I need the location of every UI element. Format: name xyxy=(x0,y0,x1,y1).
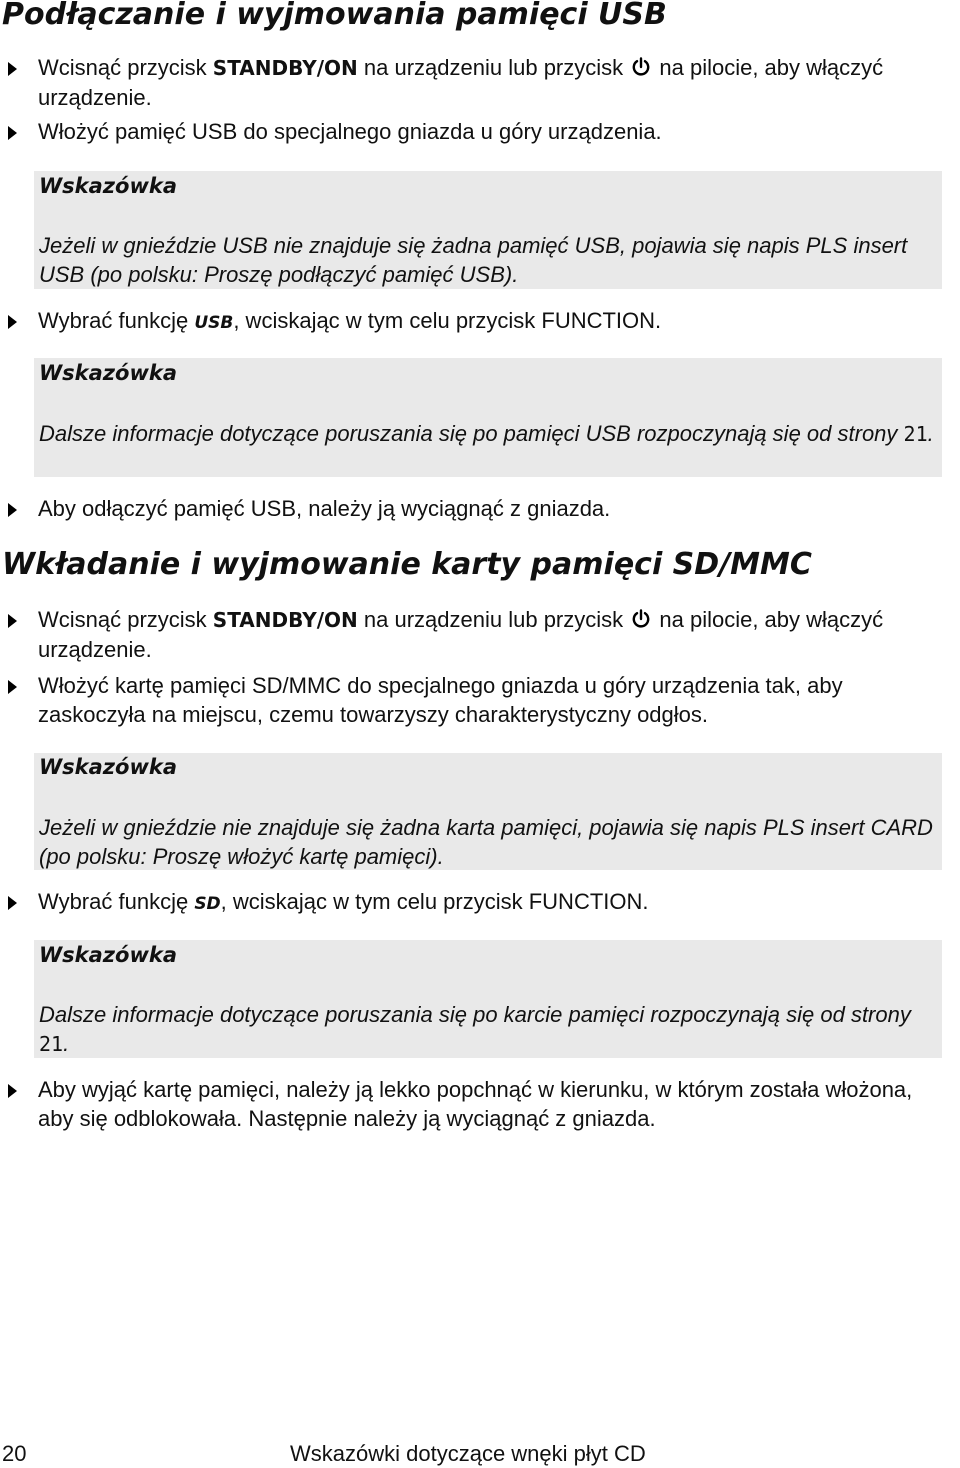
triangle-bullet-icon xyxy=(8,680,17,694)
tip-text: Jeżeli w gnieździe USB nie znajduje się żadna pamięć USB, pojawia się napis PLS insert USB (po polsku: Proszę podłączyć pamięć USB). xyxy=(39,233,908,287)
footer-chapter-title: Wskazówki dotyczące wnęki płyt CD xyxy=(290,1441,646,1466)
list-item-sd-insert xyxy=(8,671,948,729)
tip-box-sd-more-info xyxy=(34,940,942,1058)
section-title-sd-mmc: Wkładanie i wyjmowanie karty pamięci SD/MMC xyxy=(2,547,812,582)
list-item-usb-select-function xyxy=(8,306,948,338)
page-reference: 21 xyxy=(903,422,928,446)
triangle-bullet-icon xyxy=(8,315,17,329)
tip-text: Jeżeli w gnieździe nie znajduje się żadna karta pamięci, pojawia się napis PLS insert CARD (po polsku: Proszę włożyć kartę pamięci). xyxy=(39,815,933,869)
page-reference: 21 xyxy=(39,1032,64,1056)
list-item-text: Aby wyjąć kartę pamięci, należy ją lekko popchnąć w kierunku, w którym została włożona, aby się odblokowała. Następnie należy ją wyciągnąć z gniazda. xyxy=(38,1077,913,1131)
tip-text: Dalsze informacje dotyczące poruszania się po pamięci USB rozpoczynają się od strony 21. xyxy=(39,421,934,446)
triangle-bullet-icon xyxy=(8,126,17,140)
list-item-text: Włożyć pamięć USB do specjalnego gniazda u góry urządzenia. xyxy=(38,119,662,144)
list-item-text: Wcisnąć przycisk STANDBY/ON na urządzeniu lub przycisk na pilocie, aby włączyć urządzenie. xyxy=(38,607,884,662)
list-item-sd-remove xyxy=(8,1075,948,1133)
list-item-text: Wcisnąć przycisk STANDBY/ON na urządzeniu lub przycisk na pilocie, aby włączyć urządzenie. xyxy=(38,55,884,110)
tip-text: Dalsze informacje dotyczące poruszania się po karcie pamięci rozpoczynają się od strony 21. xyxy=(39,1002,911,1056)
list-item-text: Włożyć kartę pamięci SD/MMC do specjalnego gniazda u góry urządzenia tak, aby zaskoczyła na miejscu, czemu towarzyszy charakterystyczny odgłos. xyxy=(38,673,843,727)
power-icon xyxy=(631,609,651,629)
tip-box-usb-more-info xyxy=(34,358,942,477)
standby-button-label: STANDBY/ON xyxy=(212,56,358,80)
list-item-text: Wybrać funkcję SD, wciskając w tym celu przycisk FUNCTION. xyxy=(38,889,649,914)
list-item-sd-select-function xyxy=(8,887,948,919)
tip-label: Wskazówka xyxy=(39,943,177,967)
list-item-usb-power-on xyxy=(8,53,948,112)
standby-button-label: STANDBY/ON xyxy=(212,608,358,632)
section-title-usb: Podłączanie i wyjmowania pamięci USB xyxy=(2,0,667,32)
power-icon xyxy=(631,57,651,77)
list-item-usb-insert xyxy=(8,117,948,146)
tip-box-usb-missing xyxy=(34,171,942,289)
list-item-text: Aby odłączyć pamięć USB, należy ją wyciągnąć z gniazda. xyxy=(38,496,611,521)
list-item-usb-remove xyxy=(8,494,948,523)
page-number: 20 xyxy=(2,1441,27,1466)
triangle-bullet-icon xyxy=(8,896,17,910)
list-item-sd-power-on xyxy=(8,605,948,664)
triangle-bullet-icon xyxy=(8,62,17,76)
triangle-bullet-icon xyxy=(8,614,17,628)
triangle-bullet-icon xyxy=(8,503,17,517)
triangle-bullet-icon xyxy=(8,1084,17,1098)
function-name-sd: SD xyxy=(194,894,221,914)
function-name-usb: USB xyxy=(194,313,234,333)
tip-label: Wskazówka xyxy=(39,174,177,198)
tip-label: Wskazówka xyxy=(39,755,177,779)
list-item-text: Wybrać funkcję USB, wciskając w tym celu przycisk FUNCTION. xyxy=(38,308,662,333)
tip-box-sd-missing xyxy=(34,753,942,870)
tip-label: Wskazówka xyxy=(39,361,177,385)
